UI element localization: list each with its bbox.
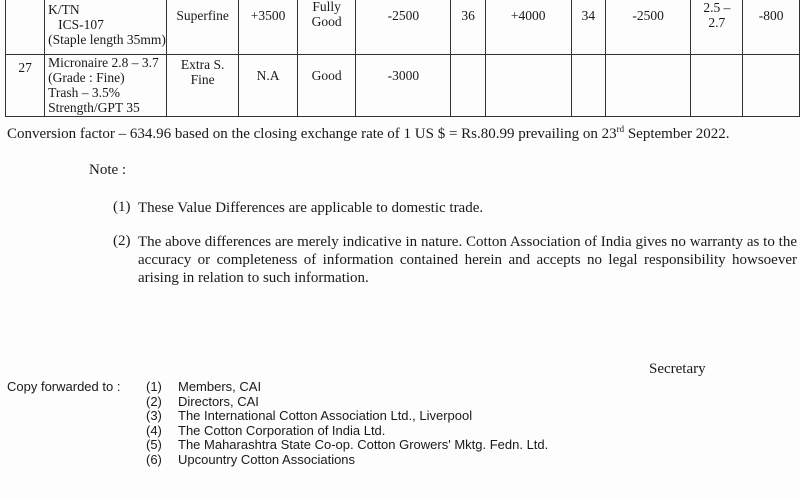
- list-item: (1) Members, CAI: [146, 379, 262, 394]
- table-row: [6, 0, 800, 55]
- value-cell: N.A: [239, 55, 298, 117]
- value-cell: -2500: [605, 0, 690, 55]
- value-cell: [571, 55, 605, 117]
- notes-list: [113, 199, 797, 303]
- value-cell: +3500: [239, 0, 298, 55]
- list-item: (4) The Cotton Corporation of India Ltd.: [146, 422, 386, 438]
- list-item: (2) Directors, CAI: [146, 393, 259, 409]
- note-item: (2) The above differences are merely indicative in nature. Cotton Association of India gives no warranty as to the accuracy or completeness of information contained herein and accepts no legal responsibility howsoever arising in relation to such information.: [113, 233, 797, 286]
- sr-cell: [6, 0, 45, 55]
- note-heading: Note :: [89, 162, 127, 178]
- variety-description-cell: K/TN ICS-107 (Staple length 35mm): [45, 0, 167, 55]
- grade-cell: Superfine: [166, 0, 238, 55]
- value-cell: -3000: [356, 55, 451, 117]
- list-item: (6) Upcountry Cotton Associations: [146, 451, 356, 467]
- quality-cell: Fully Good: [297, 0, 355, 55]
- table-row: [6, 55, 800, 117]
- mic-range-cell: 2.5 – 2.7: [691, 0, 743, 55]
- copy-forwarded-label: Copy forwarded to :: [7, 379, 121, 394]
- value-cell: [451, 55, 485, 117]
- value-cell: [485, 55, 571, 117]
- value-cell: +4000: [485, 0, 571, 55]
- sr-cell: 27: [6, 55, 45, 117]
- value-cell: -800: [743, 0, 800, 55]
- signature-secretary: Secretary: [649, 361, 706, 377]
- list-item: (3) The International Cotton Association Ltd., Liverpool: [146, 408, 473, 423]
- note-item: (1) These Value Differences are applicable to domestic trade.: [113, 199, 484, 216]
- value-cell: 34: [571, 0, 605, 55]
- recipient-list: [146, 380, 548, 467]
- value-cell: [743, 55, 800, 117]
- list-item: (5) The Maharashtra State Co-op. Cotton Growers' Mktg. Fedn. Ltd.: [146, 437, 549, 452]
- quality-cell: Good: [297, 55, 355, 117]
- variety-description-cell: Micronaire 2.8 – 3.7 (Grade : Fine) Trash – 3.5% Strength/GPT 35: [45, 55, 167, 117]
- conversion-factor-line: Conversion factor – 634.96 based on the closing exchange rate of 1 US $ = Rs.80.99 prevailing on 23rd September 2022.: [7, 124, 730, 142]
- value-cell: [605, 55, 690, 117]
- value-cell: -2500: [356, 0, 451, 55]
- value-cell: [691, 55, 743, 117]
- value-difference-table: [5, 0, 800, 117]
- grade-cell: Extra S. Fine: [166, 55, 238, 117]
- value-cell: 36: [451, 0, 485, 55]
